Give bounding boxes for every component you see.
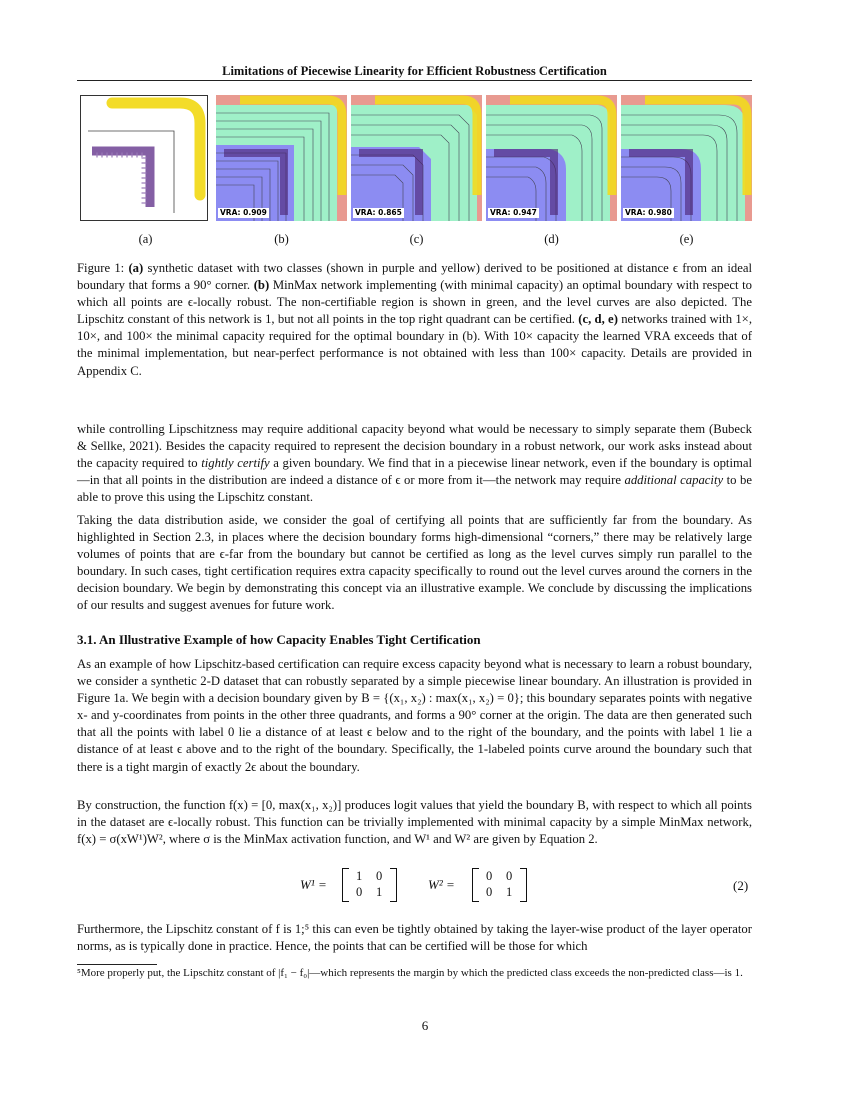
subpanel-label-c: (c) [409, 232, 424, 246]
caption-text-2: MinMax network implementing (with minimal capacity) an optimal boundary with respect to which all points are ϵ-locally robust. The non-certifiable region is shown in green, and the level curves are also depicted. The Lipschitz constant of this network is 1, but not all points in the top right quadrant can be certified. [77, 278, 752, 327]
matrix-w1-cell: 0 [356, 885, 363, 899]
matrix-w1-label: W¹ = [300, 877, 327, 892]
page-number: 6 [421, 1018, 429, 1033]
equation-2 [0, 866, 850, 906]
figure-subpanel-labels [80, 232, 752, 248]
figure-panel-e [621, 95, 752, 221]
figure-panel-d [486, 95, 617, 221]
caption-text-3: networks trained with 1×, 10×, and 100× the minimal capacity required for the optimal boundary in (b). With 10× capacity the learned VRA exceeds that of the minimal implementation, but near-perfect performance is not obtained with less than 100× capacity. Details are provided in Appendix C. [77, 312, 752, 378]
panel-b-plot [216, 95, 347, 221]
vra-label-c: VRA: 0.865 [355, 208, 402, 217]
matrix-w2-left-bracket [472, 868, 479, 902]
caption-text-1: synthetic dataset with two classes (shown in purple and yellow) derived to be positioned at distance ϵ from an ideal boundary that forms a 90° corner. [77, 261, 753, 293]
figure-panel-b [216, 95, 347, 221]
matrix-w2-cell: 0 [506, 869, 513, 883]
subpanel-label-a: (a) [138, 232, 153, 246]
footnote: ⁵More properly put, the Lipschitz constant of |f₁ − f₀|—which represents the margin by which the predicted class exceeds the non-predicted class—is 1. [77, 967, 743, 979]
paragraph-5: Furthermore, the Lipschitz constant of f is 1;⁵ this can even be tightly obtained by taking the layer-wise product of the layer operator norms, as is typically done in practice. Hence, the points that can be certified will be those for which [77, 922, 752, 954]
figure-panel-a [80, 95, 211, 221]
figure-1-panels [80, 95, 752, 225]
paragraph-1-text-b: a given boundary. We find that in a piecewise linear network, even if the boundary is optimal—in that all points in the distribution are indeed a distance of ϵ or more from it—the network may require [77, 456, 753, 488]
subpanel-label-d: (d) [544, 232, 559, 246]
caption-tag-b: (b) [253, 278, 270, 293]
panel-a-plot [80, 95, 209, 221]
subpanel-label-e: (e) [679, 232, 694, 246]
caption-prefix: Figure 1: [77, 261, 125, 275]
caption-tag-a: (a) [128, 261, 144, 275]
paragraph-2: Taking the data distribution aside, we consider the goal of certifying all points that are sufficiently far from the boundary. As highlighted in Section 2.3, in places where the decision boundary forms high-dimensional “corners,” there may be relatively large volumes of points that are ϵ-far from the boundary but cannot be certified as long as the level curves simply run parallel to the boundary. In such cases, tight certification requires extra capacity specifically to round out the level curves around the corners in the decision boundary. We begin by demonstrating this concept via an illustrative example. We conclude by discussing the implications of our results and suggest avenues for future work. [77, 513, 752, 613]
caption-tag-cde: (c, d, e) [578, 312, 618, 327]
panel-c-plot [351, 95, 482, 221]
vra-label-d: VRA: 0.947 [490, 208, 537, 217]
paragraph-1 [77, 421, 752, 506]
panel-e-plot [621, 95, 752, 221]
matrix-w2-cell: 0 [486, 885, 493, 899]
vra-label-b: VRA: 0.909 [220, 208, 267, 217]
paragraph-1-emphasis-2: additional capacity [624, 473, 724, 488]
matrix-w2-right-bracket [520, 868, 527, 902]
header-rule [77, 80, 752, 81]
paragraph-1-text-c: to be able to prove this using the Lipschitz constant. [77, 473, 752, 505]
paragraph-1-emphasis-1: tightly certify [201, 456, 270, 471]
matrix-w1-right-bracket [390, 868, 397, 902]
footnote-rule [77, 964, 157, 965]
paragraph-1-text-a: while controlling Lipschitzness may require additional capacity beyond what would be necessary to simply separate them (Bubeck & Sellke, 2021). Besides the capacity required to represent the decision boundary in a robust network, our work asks instead about the capacity required to [77, 422, 752, 471]
matrix-w2-label: W² = [428, 877, 455, 892]
subpanel-label-b: (b) [274, 232, 289, 246]
equation-number: (2) [733, 878, 749, 893]
matrix-w1-cell: 0 [376, 869, 383, 883]
matrix-w1-cell: 1 [356, 869, 363, 883]
paragraph-4: By construction, the function f(x) = [0, max(x₁, x₂)] produces logit values that yield the boundary B, with respect to which all points in the dataset are ϵ-locally robust. This function can be trivially implemented with minimal capacity by a simple MinMax network, f(x) = σ(xW¹)W², where σ is the MinMax activation function, and W¹ and W² are given by Equation 2. [77, 798, 752, 847]
running-header: Limitations of Piecewise Linearity for Efficient Robustness Certification [222, 64, 607, 78]
vra-label-e: VRA: 0.980 [625, 208, 672, 217]
figure-caption [77, 260, 752, 380]
panel-d-plot [486, 95, 617, 221]
matrix-w2-cell: 0 [486, 869, 493, 883]
matrix-w2-cell: 1 [506, 885, 513, 899]
matrix-w1-cell: 1 [376, 885, 383, 899]
section-heading: 3.1. An Illustrative Example of how Capacity Enables Tight Certification [77, 632, 481, 647]
paragraph-3: As an example of how Lipschitz-based certification can require excess capacity beyond what is necessary to learn a robust boundary, we consider a synthetic 2-D dataset that can robustly separated by a simple piecewise linear boundary. An illustration is provided in Figure 1a. We begin with a decision boundary given by B = {(x₁, x₂) : max(x₁, x₂) = 0}; this boundary separates points with negative x- and y-coordinates from points in the other three quadrants, and forms a 90° corner at the origin. The data are then generated such that all the points with label 0 lie a distance of at least ϵ below and to the right of the boundary, and the points with label 1 lie a distance of at least ϵ above and to the right of the boundary. Specifically, the 1-labeled points curve around the boundary such that there is a tight margin of exactly 2ϵ about the boundary. [77, 657, 752, 774]
matrix-w1-left-bracket [342, 868, 349, 902]
figure-panel-c [351, 95, 482, 221]
